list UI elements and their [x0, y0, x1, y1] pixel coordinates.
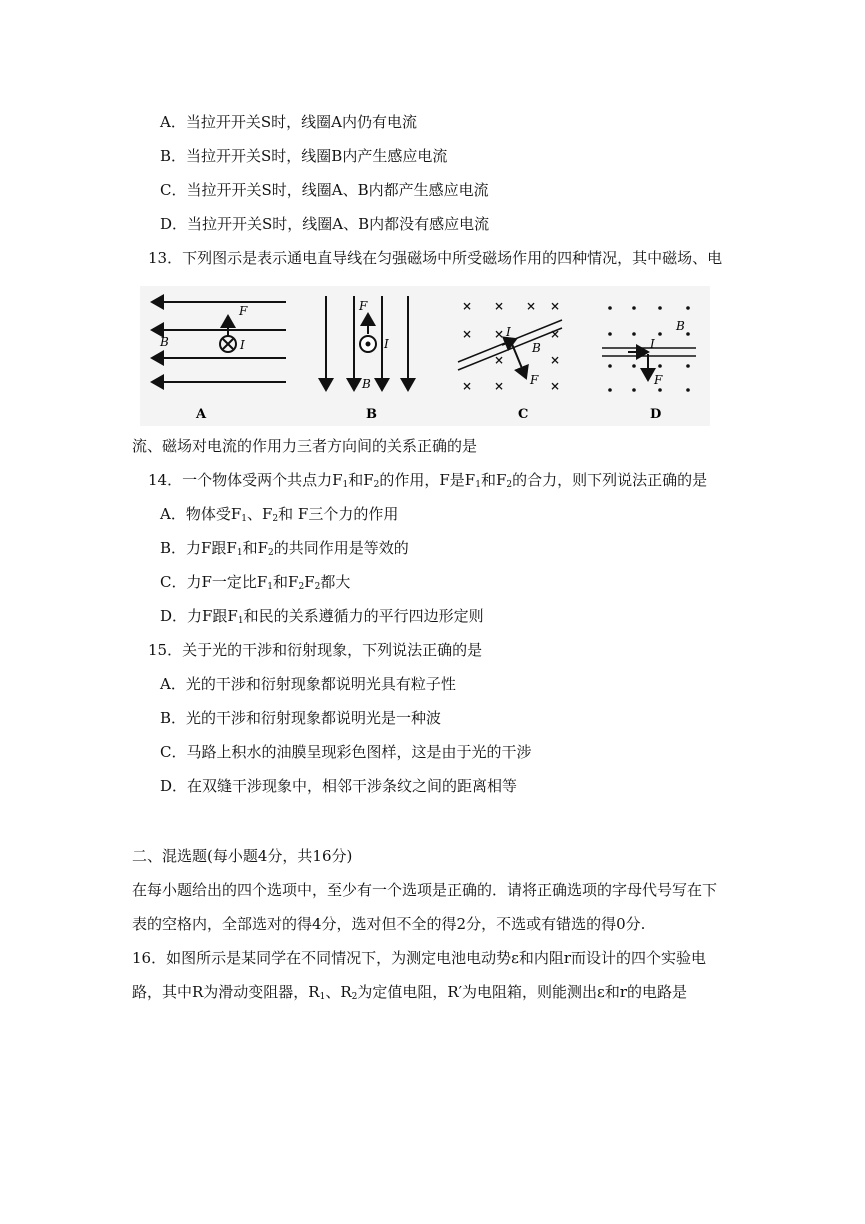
q13-figure [140, 286, 710, 426]
svg-text:×: × [462, 327, 473, 341]
q14-option-d: D．力F跟$F_1$和民的关系遵循力的平行四边形定则 [160, 607, 484, 626]
panel-d-force-label: F [654, 373, 663, 387]
q15-stem: 15．关于光的干涉和衍射现象，下列说法正确的是 [148, 641, 483, 659]
panel-a-current-label: I [240, 338, 245, 352]
section2-heading: 二、混选题(每小题4分，共16分) [132, 847, 353, 865]
panel-c-field-label: B [532, 341, 541, 355]
q15-option-d: D．在双缝干涉现象中，相邻干涉条纹之间的距离相等 [160, 777, 518, 795]
panel-d-current-label: I [650, 337, 655, 351]
q14-option-b: B．力F跟$F_1$和$F_2$的共同作用是等效的 [160, 539, 409, 558]
section2-instructions-line2: 表的空格内，全部选对的得4分，选对但不全的得2分，不选或有错选的得0分. [132, 915, 646, 933]
svg-text:×: × [550, 353, 561, 367]
q15-option-c: C．马路上积水的油膜呈现彩色图样，这是由于光的干涉 [160, 743, 532, 761]
q15-option-b: B．光的干涉和衍射现象都说明光是一种波 [160, 709, 442, 727]
q16-stem-line2: 路，其中R为滑动变阻器，$R_1$、$R_2$为定值电阻，R′为电阻箱，则能测出ε和r的电路是 [132, 983, 688, 1002]
svg-text:×: × [494, 353, 505, 367]
panel-a-field-label: B [160, 335, 169, 349]
q14-option-a: A．物体受$F_1$、$F_2$和 F三个力的作用 [160, 505, 399, 524]
svg-text:×: × [494, 327, 505, 341]
q13-stem-line1: 13．下列图示是表示通电直导线在匀强磁场中所受磁场作用的四种情况，其中磁场、电 [148, 249, 723, 267]
panel-d-label: D [650, 407, 662, 422]
q12-option-c: C．当拉开开关S时，线圈A、B内都产生感应电流 [160, 181, 489, 199]
q14-stem: 14．一个物体受两个共点力$F_1$和$F_2$的作用，F是$F_1$和$F_2$的合力，则下列说法正确的是 [148, 471, 708, 490]
panel-b-label: B [366, 407, 377, 422]
svg-text:×: × [550, 327, 561, 341]
q13-stem-line2: 流、磁场对电流的作用力三者方向间的关系正确的是 [132, 437, 478, 455]
svg-text:×: × [494, 299, 505, 313]
q15-option-a: A．光的干涉和衍射现象都说明光具有粒子性 [160, 675, 456, 693]
panel-b-current-label: I [384, 337, 389, 351]
q16-stem-line1: 16．如图所示是某同学在不同情况下，为测定电池电动势ε和内阻r而设计的四个实验电 [132, 949, 707, 967]
panel-a-force-label: F [239, 304, 248, 318]
panel-b-field-label: B [362, 377, 371, 391]
panel-d-field-label: B [676, 319, 685, 333]
panel-b-force-label: F [359, 299, 368, 313]
svg-text:×: × [526, 299, 537, 313]
q12-option-d: D．当拉开开关S时，线圈A、B内都没有感应电流 [160, 215, 490, 233]
panel-c-current-label: I [506, 325, 511, 339]
svg-text:×: × [550, 379, 561, 393]
section2-instructions-line1: 在每小题给出的四个选项中，至少有一个选项是正确的．请将正确选项的字母代号写在下 [132, 881, 718, 899]
svg-text:×: × [494, 379, 505, 393]
svg-text:×: × [550, 299, 561, 313]
q12-option-a: A．当拉开开关S时，线圈A内仍有电流 [160, 113, 417, 131]
q12-option-b: B．当拉开开关S时，线圈B内产生感应电流 [160, 147, 448, 165]
panel-a-label: A [196, 407, 207, 422]
svg-text:×: × [462, 299, 473, 313]
panel-c-label: C [518, 407, 529, 422]
svg-text:×: × [462, 379, 473, 393]
panel-c-force-label: F [530, 373, 539, 387]
q14-option-c: C．力F一定比$F_1$和$F_2F_2$都大 [160, 573, 351, 592]
